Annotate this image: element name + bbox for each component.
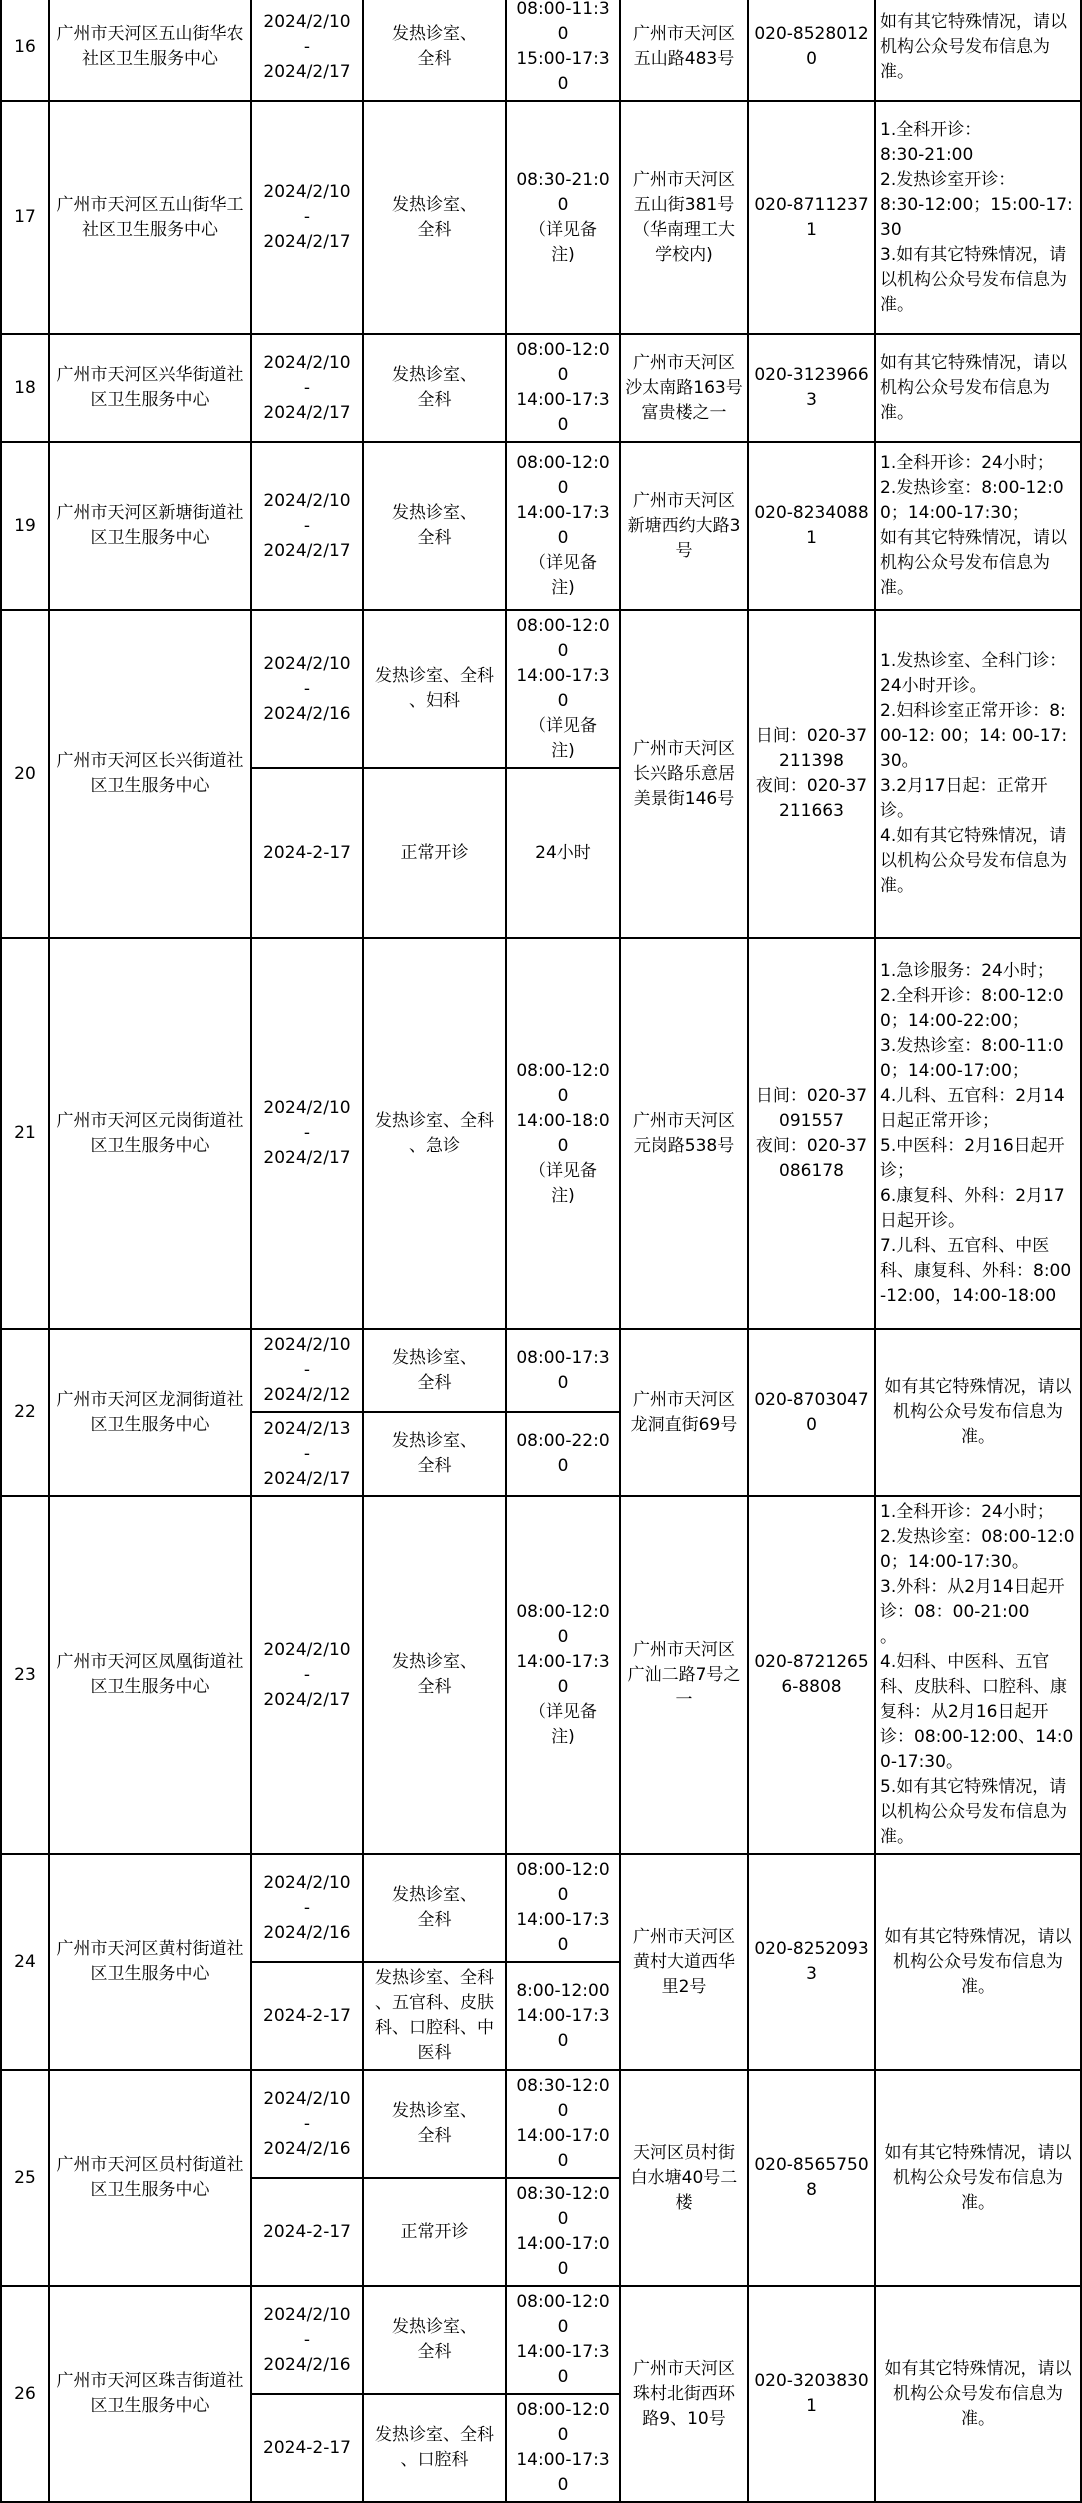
remarks-cell: 如有其它特殊情况，请以机构公众号发布信息为准。 <box>875 2286 1081 2502</box>
table-row <box>1 101 1081 334</box>
date-range-cell: 2024-2-17 <box>251 2394 363 2502</box>
phone-cell: 020-85280120 <box>748 0 875 101</box>
institution-name-cell: 广州市天河区员村街道社区卫生服务中心 <box>49 2070 251 2286</box>
hours-cell: 08:00-12:00 14:00-17:30 <box>506 2394 620 2502</box>
institution-name-cell: 广州市天河区黄村街道社区卫生服务中心 <box>49 1854 251 2070</box>
phone-cell: 日间：020-37211398 夜间：020-37211663 <box>748 610 875 938</box>
address-cell: 广州市天河区新塘西约大路3号 <box>620 442 748 610</box>
table-body <box>1 0 1081 2502</box>
date-range-cell: 2024/2/10 - 2024/2/17 <box>251 101 363 334</box>
row-number-cell: 20 <box>1 610 49 938</box>
date-range-cell: 2024/2/10 - 2024/2/17 <box>251 938 363 1329</box>
department-cell: 发热诊室、 全科 <box>363 1496 506 1854</box>
hours-cell: 08:30-21:00 （详见备 注) <box>506 101 620 334</box>
row-number-cell: 18 <box>1 334 49 442</box>
date-range-cell: 2024/2/10 - 2024/2/17 <box>251 0 363 101</box>
table-row <box>1 334 1081 442</box>
department-cell: 发热诊室、全科 、口腔科 <box>363 2394 506 2502</box>
department-cell: 发热诊室、 全科 <box>363 442 506 610</box>
row-number-cell: 24 <box>1 1854 49 2070</box>
hours-cell: 08:00-12:00 14:00-17:30 <box>506 2286 620 2394</box>
row-number-cell: 23 <box>1 1496 49 1854</box>
date-range-cell: 2024/2/10 - 2024/2/17 <box>251 334 363 442</box>
remarks-cell: 如有其它特殊情况，请以机构公众号发布信息为准。 <box>875 1329 1081 1496</box>
remarks-cell: 如有其它特殊情况，请以机构公众号发布信息为准。 <box>875 0 1081 101</box>
table-row <box>1 442 1081 610</box>
institution-name-cell: 广州市天河区兴华街道社区卫生服务中心 <box>49 334 251 442</box>
phone-cell: 020-82520933 <box>748 1854 875 2070</box>
address-cell: 广州市天河区五山街381号（华南理工大学校内) <box>620 101 748 334</box>
date-range-cell: 2024/2/10 - 2024/2/16 <box>251 1854 363 1962</box>
institution-name-cell: 广州市天河区新塘街道社区卫生服务中心 <box>49 442 251 610</box>
date-range-cell: 2024-2-17 <box>251 768 363 938</box>
hours-cell: 8:00-12:00 14:00-17:30 <box>506 1962 620 2070</box>
institution-name-cell: 广州市天河区长兴街道社区卫生服务中心 <box>49 610 251 938</box>
row-number-cell: 17 <box>1 101 49 334</box>
department-cell: 发热诊室、全科 、急诊 <box>363 938 506 1329</box>
hours-cell: 08:00-11:30 15:00-17:30 <box>506 0 620 101</box>
address-cell: 广州市天河区五山路483号 <box>620 0 748 101</box>
phone-cell: 日间：020-37091557 夜间：020-37086178 <box>748 938 875 1329</box>
department-cell: 正常开诊 <box>363 768 506 938</box>
remarks-cell: 1.全科开诊：24小时； 2.发热诊室：08:00-12:00；14:00-17:30。 3.外科：从2月14日起开诊：08：00-21:00 。 4.妇科、中医科、五官科、皮肤科、口腔科、康复科：从2月16日起开诊：08:00-12:00、14:00-17:30。 5.如有其它特殊情况，请以机构公众号发布信息为准。 <box>875 1496 1081 1854</box>
table-row <box>1 1496 1081 1854</box>
department-cell: 发热诊室、 全科 <box>363 1854 506 1962</box>
hours-cell: 08:00-12:00 14:00-17:30 <box>506 334 620 442</box>
table-row <box>1 2286 1081 2394</box>
hours-cell: 08:30-12:00 14:00-17:00 <box>506 2070 620 2178</box>
institution-name-cell: 广州市天河区五山街华工社区卫生服务中心 <box>49 101 251 334</box>
remarks-cell: 如有其它特殊情况，请以机构公众号发布信息为准。 <box>875 1854 1081 2070</box>
address-cell: 天河区员村街白水塘40号二楼 <box>620 2070 748 2286</box>
address-cell: 广州市天河区珠村北街西环路9、10号 <box>620 2286 748 2502</box>
institution-name-cell: 广州市天河区元岗街道社区卫生服务中心 <box>49 938 251 1329</box>
hours-cell: 08:00-22:00 <box>506 1412 620 1496</box>
department-cell: 发热诊室、 全科 <box>363 1329 506 1412</box>
hours-cell: 08:00-12:00 14:00-17:30 <box>506 1854 620 1962</box>
row-number-cell: 21 <box>1 938 49 1329</box>
date-range-cell: 2024/2/10 - 2024/2/12 <box>251 1329 363 1412</box>
institution-name-cell: 广州市天河区龙洞街道社区卫生服务中心 <box>49 1329 251 1496</box>
phone-cell: 020-87030470 <box>748 1329 875 1496</box>
address-cell: 广州市天河区龙洞直街69号 <box>620 1329 748 1496</box>
date-range-cell: 2024-2-17 <box>251 1962 363 2070</box>
row-number-cell: 25 <box>1 2070 49 2286</box>
address-cell: 广州市天河区黄村大道西华里2号 <box>620 1854 748 2070</box>
hours-cell: 08:00-12:00 14:00-17:30 （详见备 注) <box>506 610 620 768</box>
hours-cell: 08:00-12:00 14:00-17:30 （详见备 注) <box>506 442 620 610</box>
date-range-cell: 2024-2-17 <box>251 2178 363 2286</box>
row-number-cell: 22 <box>1 1329 49 1496</box>
department-cell: 正常开诊 <box>363 2178 506 2286</box>
phone-cell: 020-82340881 <box>748 442 875 610</box>
department-cell: 发热诊室、 全科 <box>363 334 506 442</box>
remarks-cell: 1.发热诊室、全科门诊：24小时开诊。 2.妇科诊室正常开诊：8:00-12: 00；14: 00-17:30。 3.2月17日起：正常开诊。 4.如有其它特殊情况，请以机构公众号发布信息为准。 <box>875 610 1081 938</box>
row-number-cell: 26 <box>1 2286 49 2502</box>
address-cell: 广州市天河区沙太南路163号富贵楼之一 <box>620 334 748 442</box>
date-range-cell: 2024/2/10 - 2024/2/16 <box>251 610 363 768</box>
address-cell: 广州市天河区广汕二路7号之一 <box>620 1496 748 1854</box>
date-range-cell: 2024/2/10 - 2024/2/16 <box>251 2286 363 2394</box>
date-range-cell: 2024/2/13 - 2024/2/17 <box>251 1412 363 1496</box>
row-number-cell: 16 <box>1 0 49 101</box>
hours-cell: 24小时 <box>506 768 620 938</box>
table-row <box>1 2070 1081 2178</box>
remarks-cell: 1.全科开诊：24小时； 2.发热诊室：8:00-12:00；14:00-17:30； 如有其它特殊情况，请以机构公众号发布信息为准。 <box>875 442 1081 610</box>
date-range-cell: 2024/2/10 - 2024/2/17 <box>251 442 363 610</box>
phone-cell: 020-32038301 <box>748 2286 875 2502</box>
date-range-cell: 2024/2/10 - 2024/2/16 <box>251 2070 363 2178</box>
department-cell: 发热诊室、 全科 <box>363 0 506 101</box>
address-cell: 广州市天河区长兴路乐意居美景街146号 <box>620 610 748 938</box>
remarks-cell: 1.全科开诊： 8:30-21:00 2.发热诊室开诊： 8:30-12:00；15:00-17:30 3.如有其它特殊情况，请以机构公众号发布信息为准。 <box>875 101 1081 334</box>
row-number-cell: 19 <box>1 442 49 610</box>
hours-cell: 08:00-12:00 14:00-18:00 （详见备 注) <box>506 938 620 1329</box>
institution-name-cell: 广州市天河区珠吉街道社区卫生服务中心 <box>49 2286 251 2502</box>
remarks-cell: 如有其它特殊情况，请以机构公众号发布信息为准。 <box>875 2070 1081 2286</box>
hours-cell: 08:00-17:30 <box>506 1329 620 1412</box>
department-cell: 发热诊室、 全科 <box>363 101 506 334</box>
table-row <box>1 1329 1081 1412</box>
department-cell: 发热诊室、全科 、五官科、皮肤 科、口腔科、中 医科 <box>363 1962 506 2070</box>
hours-cell: 08:30-12:00 14:00-17:00 <box>506 2178 620 2286</box>
phone-cell: 020-31239663 <box>748 334 875 442</box>
phone-cell: 020-87212656-8808 <box>748 1496 875 1854</box>
phone-cell: 020-87112371 <box>748 101 875 334</box>
remarks-cell: 1.急诊服务：24小时； 2.全科开诊：8:00-12:00；14:00-22:00； 3.发热诊室：8:00-11:00；14:00-17:00； 4.儿科、五官科：2月14日起正常开诊； 5.中医科：2月16日起开诊； 6.康复科、外科：2月17日起开诊。 7.儿科、五官科、中医科、康复科、外科：8:00-12:00，14:00-18:00 <box>875 938 1081 1329</box>
remarks-cell: 如有其它特殊情况，请以机构公众号发布信息为准。 <box>875 334 1081 442</box>
institution-name-cell: 广州市天河区五山街华农社区卫生服务中心 <box>49 0 251 101</box>
date-range-cell: 2024/2/10 - 2024/2/17 <box>251 1496 363 1854</box>
phone-cell: 020-85657508 <box>748 2070 875 2286</box>
department-cell: 发热诊室、 全科 <box>363 2070 506 2178</box>
table-row <box>1 0 1081 101</box>
hours-cell: 08:00-12:00 14:00-17:30 （详见备 注) <box>506 1496 620 1854</box>
department-cell: 发热诊室、全科 、妇科 <box>363 610 506 768</box>
department-cell: 发热诊室、 全科 <box>363 2286 506 2394</box>
address-cell: 广州市天河区元岗路538号 <box>620 938 748 1329</box>
department-cell: 发热诊室、 全科 <box>363 1412 506 1496</box>
table-row <box>1 938 1081 1329</box>
table-row <box>1 610 1081 768</box>
institution-name-cell: 广州市天河区凤凰街道社区卫生服务中心 <box>49 1496 251 1854</box>
table-row <box>1 1854 1081 1962</box>
